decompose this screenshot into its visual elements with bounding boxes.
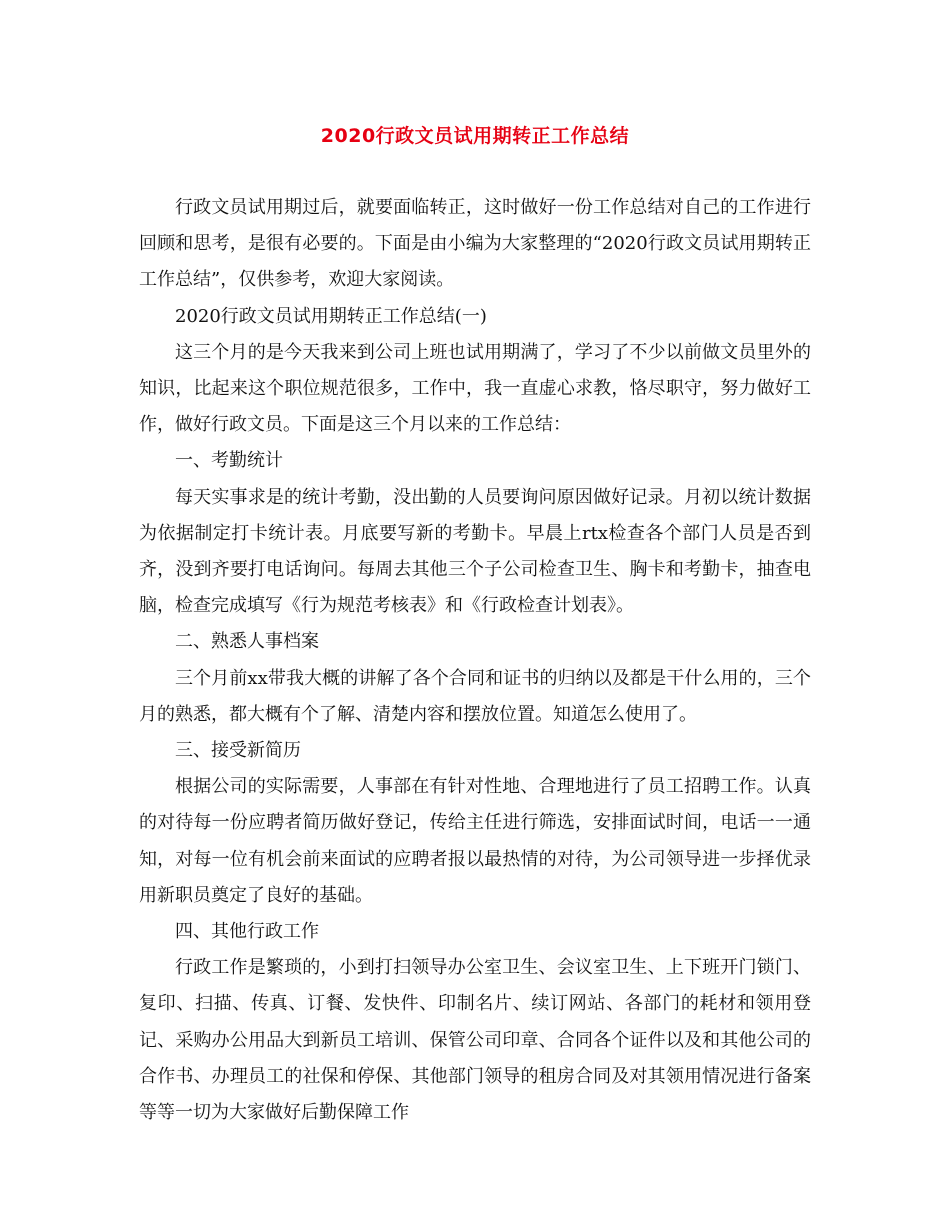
paragraph-other-admin: 行政工作是繁琐的，小到打扫领导办公室卫生、会议室卫生、上下班开门锁门、复印、扫描、传真、订餐、发快件、印制名片、续订网站、各部门的耗材和领用登记、采购办公用品大到新员工培训、保管公司印章、合同各个证件以及和其他公司的合作书、办理员工的社保和停保、其他部门领导的租房合同及对其领用情况进行备案等等一切为大家做好后勤保障工作 bbox=[139, 957, 811, 1124]
heading-personnel-files: 二、熟悉人事档案 bbox=[175, 631, 319, 653]
section-title: 2020行政文员试用期转正工作总结(一) bbox=[175, 305, 487, 327]
heading-resumes: 三、接受新简历 bbox=[175, 740, 301, 762]
heading-attendance: 一、考勤统计 bbox=[175, 450, 283, 472]
document-body bbox=[139, 190, 811, 1131]
paragraph-intro: 行政文员试用期过后，就要面临转正，这时做好一份工作总结对自己的工作进行回顾和思考，是很有必要的。下面是由小编为大家整理的“2020行政文员试用期转正工作总结”，仅供参考，欢迎大家阅读。 bbox=[139, 197, 811, 291]
paragraph-attendance: 每天实事求是的统计考勤，没出勤的人员要询问原因做好记录。月初以统计数据为依据制定打卡统计表。月底要写新的考勤卡。早晨上rtx检查各个部门人员是否到齐，没到齐要打电话询问。每周去其他三个子公司检查卫生、胸卡和考勤卡，抽查电脑，检查完成填写《行为规范考核表》和《行政检查计划表》。 bbox=[139, 486, 811, 617]
paragraph-summary: 这三个月的是今天我来到公司上班也试用期满了，学习了不少以前做文员里外的知识，比起来这个职位规范很多，工作中，我一直虚心求教，恪尽职守，努力做好工作，做好行政文员。下面是这三个月以来的工作总结： bbox=[139, 341, 811, 436]
paragraph-resumes: 根据公司的实际需要，人事部在有针对性地、合理地进行了员工招聘工作。认真的对待每一份应聘者简历做好登记，传给主任进行筛选，安排面试时间，电话一一通知，对每一位有机会前来面试的应聘者报以最热情的对待，为公司领导进一步择优录用新职员奠定了良好的基础。 bbox=[139, 776, 811, 906]
paragraph-personnel-files: 三个月前xx带我大概的讲解了各个合同和证书的归纳以及都是干什么用的，三个月的熟悉，都大概有个了解、清楚内容和摆放位置。知道怎么使用了。 bbox=[139, 667, 811, 725]
heading-other-admin: 四、其他行政工作 bbox=[175, 921, 319, 943]
document-title: 2020行政文员试用期转正工作总结 bbox=[320, 125, 630, 147]
